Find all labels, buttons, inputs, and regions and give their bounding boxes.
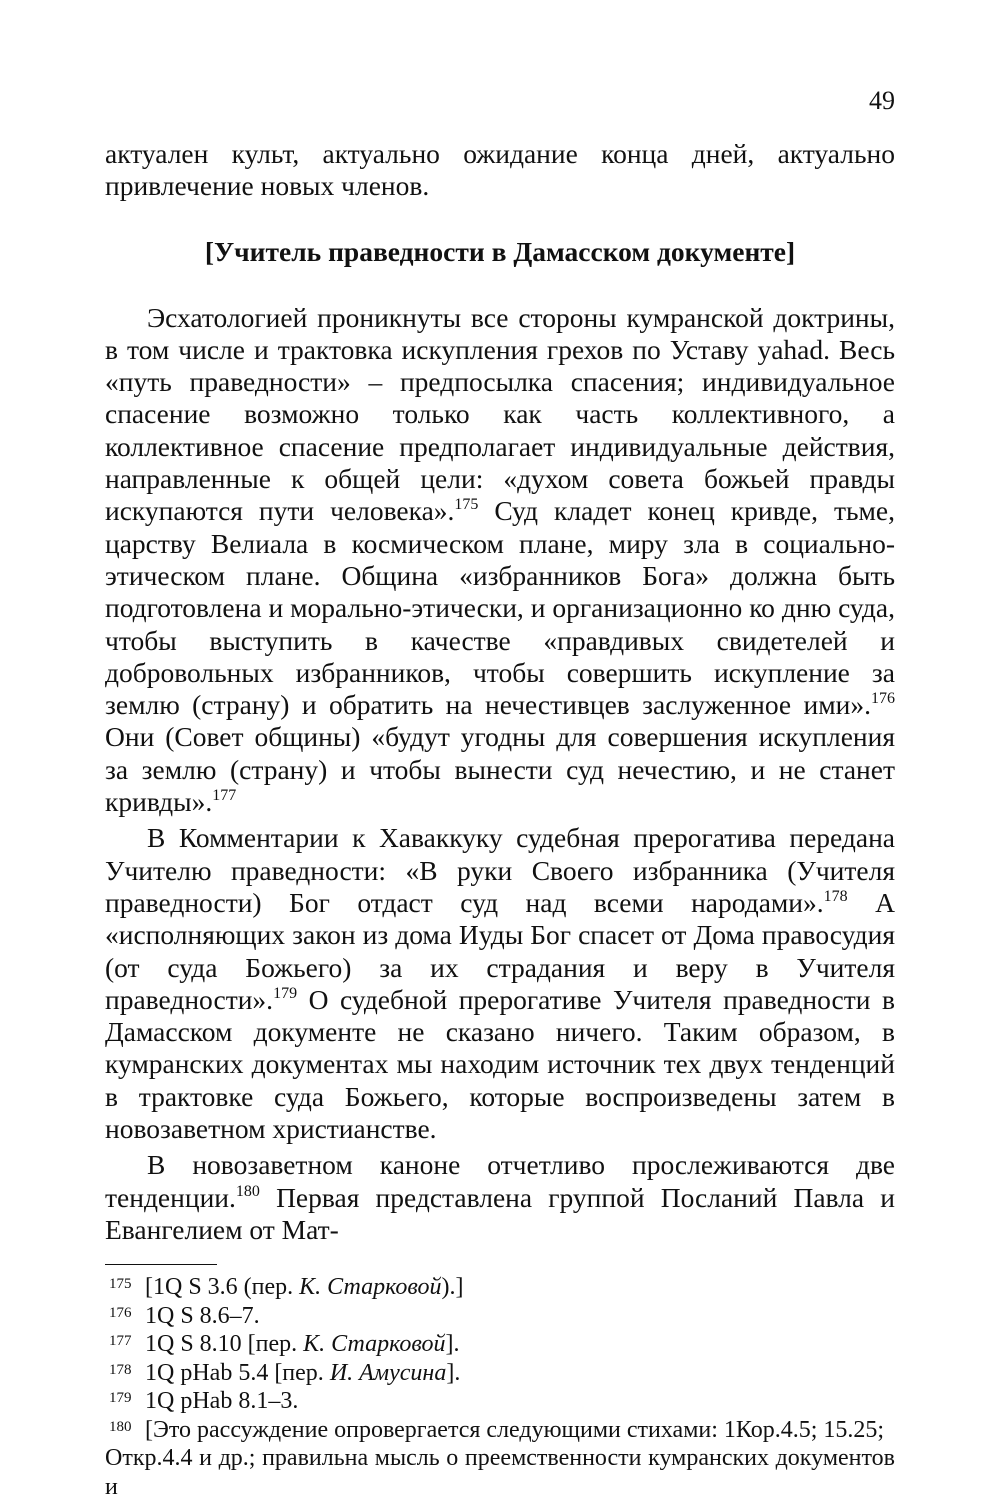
footnote-180 bbox=[105, 1416, 895, 1445]
footnote-number: 180 bbox=[109, 1418, 132, 1435]
paragraph-1 bbox=[105, 302, 895, 819]
footnote-text bbox=[145, 1359, 895, 1388]
footnote-text-pre: 1Q pHab 8.1–3. bbox=[145, 1388, 299, 1415]
footnote-ref-179[interactable]: 179 bbox=[273, 984, 298, 1002]
footnote-text-pre: 1Q S 8.10 [пер. bbox=[145, 1331, 304, 1358]
page-number: 49 bbox=[869, 86, 895, 115]
footnote-number: 179 bbox=[109, 1390, 132, 1407]
footnote-text-post: ]. bbox=[445, 1331, 460, 1358]
footnote-text bbox=[145, 1330, 895, 1359]
footnote-ref-180[interactable]: 180 bbox=[235, 1182, 260, 1200]
footnote-ref-178[interactable]: 178 bbox=[823, 887, 848, 905]
footnote-text-post: ).] bbox=[441, 1274, 464, 1301]
paragraph-2 bbox=[105, 822, 895, 1145]
footnote-175 bbox=[105, 1273, 895, 1302]
footnote-177 bbox=[105, 1330, 895, 1359]
footnote-text-italic: К. Старковой bbox=[303, 1331, 446, 1358]
paragraph-2-text-a: В Комментарии к Хаваккуку судебная прерогатива передана Учителю праведности: «В руки Своего избранника (Учителя праведности) Бог отдаст суд над всеми народами». bbox=[105, 822, 895, 918]
footnote-text-pre: [1Q S 3.6 (пер. bbox=[145, 1274, 300, 1301]
paragraph-1-text-b: Суд кладет конец кривде, тьме, царству Велиала в космическом плане, миру зла в социально-этическом плане. Община «избранников Бога» должна быть подготовлена и морально-этически, и организационно ко дню суда, чтобы выступить в качестве «правдивых свидетелей и добровольных избранников, чтобы совершить искупление за землю (страну) и обратить на нечестивцев заслуженное ими». bbox=[105, 495, 895, 721]
paragraph-2-text-c: О судебной прерогативе Учителя праведности в Дамасском документе не сказано ничего. Таким образом, в кумранских документах мы находим источник тех двух тенденций в трактовке суда Божьего, которые воспроизведены затем в новозаветном христианстве. bbox=[105, 983, 895, 1145]
paragraph-3 bbox=[105, 1149, 895, 1246]
paragraph-2-text-b: А «исполняющих закон из дома Иуды Бог спасет от Дома правосудия (от суда Божьего) за их страдания и веру в Учителя праведности». bbox=[105, 886, 895, 1015]
footnote-text bbox=[145, 1273, 895, 1302]
footnote-text-italic: И. Амусина bbox=[329, 1359, 447, 1386]
paragraph-1-text-a: Эсхатологией проникнуты все стороны кумранской доктрины, в том числе и трактовка искупления грехов по Уставу yahad. Весь «путь праведности» – предпосылка спасения; индивидуальное спасение возможно только как часть коллективного, а коллективное спасение предполагает индивидуальные действия, направленные к общей цели: «духом совета божьей правды искупаются пути человека». bbox=[105, 301, 895, 527]
footnote-number: 177 bbox=[109, 1333, 132, 1350]
footnote-text bbox=[145, 1302, 895, 1331]
paragraph-1-text-c: Они (Совет общины) «будут угодны для совершения искупления за землю (страну) и чтобы вынести суд нечестию, и не станет кривды». bbox=[105, 721, 895, 818]
footnote-text-post: ]. bbox=[446, 1359, 461, 1386]
footnote-number: 178 bbox=[109, 1361, 132, 1378]
footnote-text-pre: 1Q pHab 5.4 [пер. bbox=[145, 1359, 330, 1386]
footnote-179 bbox=[105, 1387, 895, 1416]
footnote-text bbox=[145, 1416, 895, 1445]
footnote-number: 176 bbox=[109, 1304, 132, 1321]
footnote-ref-175[interactable]: 175 bbox=[454, 496, 479, 514]
section-heading: [Учитель праведности в Дамасском документе] bbox=[204, 235, 796, 267]
paragraph-3-text-b: Первая представлена группой Посланий Павла и Евангелием от Мат- bbox=[105, 1181, 895, 1245]
footnote-176 bbox=[105, 1302, 895, 1331]
paragraph-3-text-a: В новозаветном каноне отчетливо прослеживаются две тенденции. bbox=[105, 1149, 895, 1213]
document-page bbox=[105, 86, 895, 1501]
footnote-text-italic: К. Старковой bbox=[299, 1274, 442, 1301]
footnote-number: 175 bbox=[109, 1276, 132, 1293]
footnote-text-pre: 1Q S 8.6–7. bbox=[145, 1302, 260, 1329]
footnote-ref-176[interactable]: 176 bbox=[871, 690, 895, 708]
footnote-180-continuation: Откр.4.4 и др.; правильна мысль о преемственности кумранских документов и bbox=[105, 1445, 895, 1500]
footnote-text-pre: [Это рассуждение опровергается следующими стихами: 1Кор.4.5; 15.25; bbox=[145, 1416, 885, 1443]
paragraph-intro: актуален культ, актуально ожидание конца дней, актуально привлечение новых членов. bbox=[105, 138, 895, 202]
footnote-text bbox=[145, 1387, 895, 1416]
footnote-divider bbox=[105, 1264, 217, 1265]
footnote-178 bbox=[105, 1359, 895, 1388]
footnotes bbox=[105, 1273, 895, 1501]
footnote-ref-177[interactable]: 177 bbox=[212, 787, 237, 805]
